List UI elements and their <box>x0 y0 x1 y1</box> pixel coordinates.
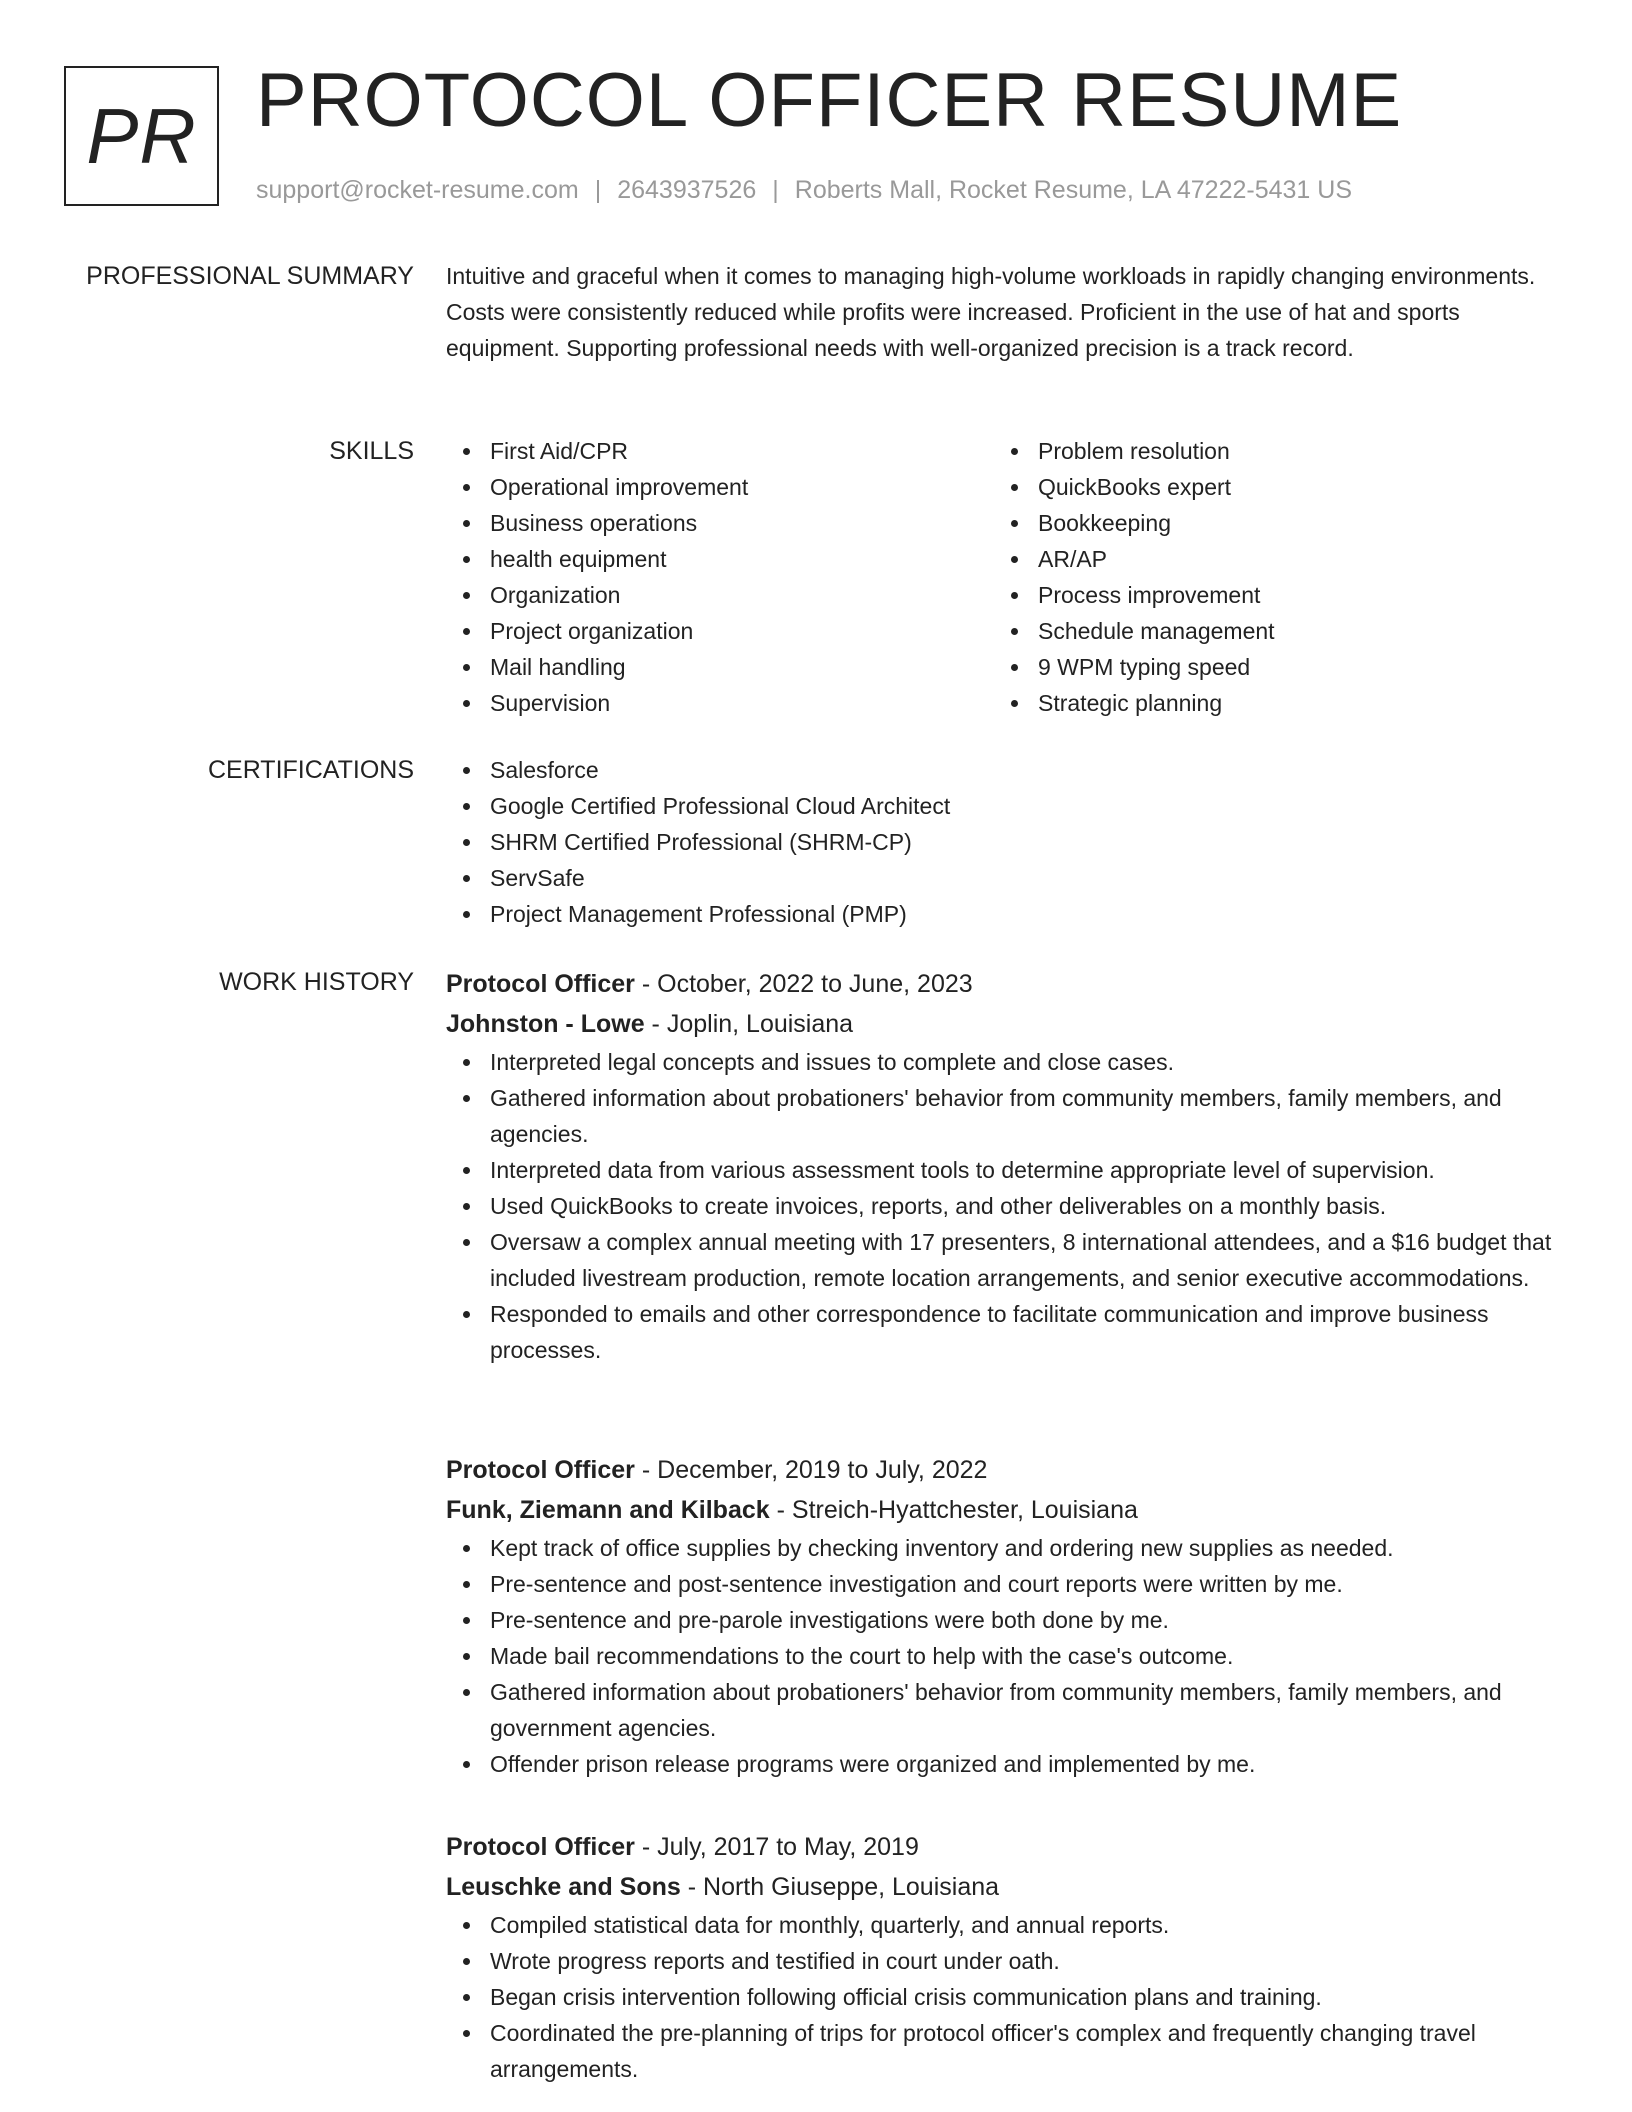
job-title: Protocol Officer <box>446 970 635 998</box>
job-title-line <box>446 1450 1566 1490</box>
job-duty-item: Interpreted data from various assessment tools to determine appropriate level of supervision. <box>446 1152 1566 1188</box>
monogram-box <box>64 66 219 206</box>
skill-item: Process improvement <box>994 577 1542 613</box>
skills-content <box>446 433 1566 721</box>
skills-list-left <box>446 433 994 721</box>
job-duty-item: Responded to emails and other correspondence to facilitate communication and improve business processes. <box>446 1296 1566 1368</box>
skills-list-right <box>994 433 1542 721</box>
skill-item: Bookkeeping <box>994 505 1542 541</box>
skill-item: 9 WPM typing speed <box>994 649 1542 685</box>
job-duty-item: Oversaw a complex annual meeting with 17 presenters, 8 international attendees, and a $16 budget that included livestream production, remote location arrangements, and senior executive accommodations. <box>446 1224 1566 1296</box>
skill-item: Project organization <box>446 613 994 649</box>
certification-item: ServSafe <box>446 860 1566 896</box>
summary-label: PROFESSIONAL SUMMARY <box>86 262 414 290</box>
skill-item: Business operations <box>446 505 994 541</box>
job-dates: - December, 2019 to July, 2022 <box>634 1456 988 1484</box>
job-duty-item: Interpreted legal concepts and issues to complete and close cases. <box>446 1044 1566 1080</box>
job-title-line <box>446 964 1566 1004</box>
resume-title: PROTOCOL OFFICER RESUME <box>256 58 1403 143</box>
job-company: Johnston - Lowe <box>446 1010 645 1038</box>
job-duty-item: Pre-sentence and post-sentence investigation and court reports were written by me. <box>446 1566 1566 1602</box>
summary-content <box>446 258 1566 366</box>
job-duty-item: Coordinated the pre-planning of trips for protocol officer's complex and frequently changing travel arrangements. <box>446 2015 1566 2087</box>
job-title-line <box>446 1827 1566 1867</box>
certifications-content <box>446 752 1566 932</box>
job-company-line <box>446 1867 1566 1907</box>
job-company: Funk, Ziemann and Kilback <box>446 1496 770 1524</box>
job-entry <box>446 964 1566 1368</box>
skill-item: QuickBooks expert <box>994 469 1542 505</box>
job-duty-item: Kept track of office supplies by checking inventory and ordering new supplies as needed. <box>446 1530 1566 1566</box>
summary-text: Intuitive and graceful when it comes to managing high-volume workloads in rapidly changing environments. Costs were consistently reduced while profits were increased. Proficient in the use of hat and sports equipment. Supporting professional needs with well-organized precision is a track record. <box>446 263 1536 361</box>
job-company: Leuschke and Sons <box>446 1873 681 1901</box>
job-title: Protocol Officer <box>446 1833 635 1861</box>
skill-item: AR/AP <box>994 541 1542 577</box>
certifications-list <box>446 752 1566 932</box>
contact-email: support@rocket-resume.com <box>256 176 579 204</box>
skill-item: Operational improvement <box>446 469 994 505</box>
job-duties-list <box>446 1044 1566 1368</box>
skill-item: Problem resolution <box>994 433 1542 469</box>
job-location: - Joplin, Louisiana <box>644 1010 854 1038</box>
certifications-label: CERTIFICATIONS <box>207 756 414 784</box>
job-duty-item: Pre-sentence and pre-parole investigations were both done by me. <box>446 1602 1566 1638</box>
job-duty-item: Wrote progress reports and testified in court under oath. <box>446 1943 1566 1979</box>
job-entry <box>446 1450 1566 1782</box>
job-location: - Streich-Hyattchester, Louisiana <box>769 1496 1138 1524</box>
skill-item: Schedule management <box>994 613 1542 649</box>
skill-item: Strategic planning <box>994 685 1542 721</box>
job-duties-list <box>446 1530 1566 1782</box>
skill-item: Organization <box>446 577 994 613</box>
job-company-line <box>446 1490 1566 1530</box>
contact-line <box>256 172 1352 208</box>
skill-item: Supervision <box>446 685 994 721</box>
job-duty-item: Made bail recommendations to the court to help with the case's outcome. <box>446 1638 1566 1674</box>
job-duty-item: Used QuickBooks to create invoices, reports, and other deliverables on a monthly basis. <box>446 1188 1566 1224</box>
skill-item: health equipment <box>446 541 994 577</box>
contact-address: Roberts Mall, Rocket Resume, LA 47222-5431 US <box>794 176 1352 204</box>
monogram-initials: PR <box>86 91 197 180</box>
contact-phone: 2643937526 <box>617 176 757 204</box>
contact-separator: | <box>772 176 779 204</box>
contact-separator: | <box>594 176 602 204</box>
job-duty-item: Compiled statistical data for monthly, quarterly, and annual reports. <box>446 1907 1566 1943</box>
job-location: - North Giuseppe, Louisiana <box>680 1873 1000 1901</box>
work-history-label: WORK HISTORY <box>219 968 414 996</box>
job-duty-item: Began crisis intervention following official crisis communication plans and training. <box>446 1979 1566 2015</box>
skills-label: SKILLS <box>329 437 414 465</box>
job-company-line <box>446 1004 1566 1044</box>
job-dates: - October, 2022 to June, 2023 <box>634 970 973 998</box>
job-entry <box>446 1827 1566 2087</box>
job-dates: - July, 2017 to May, 2019 <box>634 1833 919 1861</box>
job-duty-item: Gathered information about probationers' behavior from community members, family members, and government agencies. <box>446 1674 1566 1746</box>
job-title: Protocol Officer <box>446 1456 635 1484</box>
skill-item: Mail handling <box>446 649 994 685</box>
certification-item: Google Certified Professional Cloud Architect <box>446 788 1566 824</box>
certification-item: Project Management Professional (PMP) <box>446 896 1566 932</box>
job-duty-item: Offender prison release programs were organized and implemented by me. <box>446 1746 1566 1782</box>
certification-item: SHRM Certified Professional (SHRM-CP) <box>446 824 1566 860</box>
certification-item: Salesforce <box>446 752 1566 788</box>
skill-item: First Aid/CPR <box>446 433 994 469</box>
job-duties-list <box>446 1907 1566 2087</box>
job-duty-item: Gathered information about probationers' behavior from community members, family members, and agencies. <box>446 1080 1566 1152</box>
